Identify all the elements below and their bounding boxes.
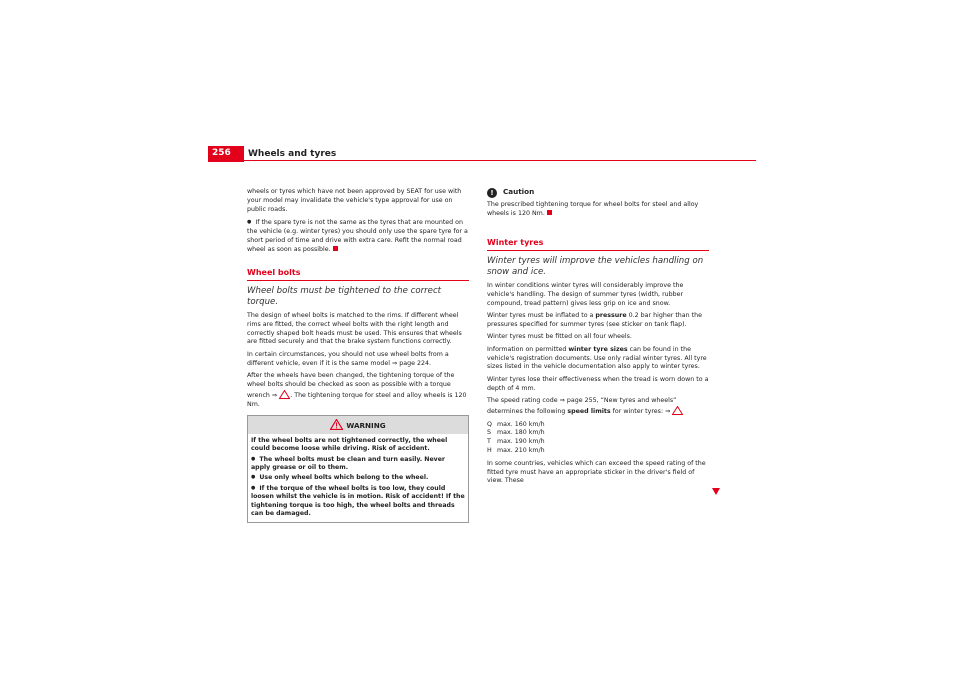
- warning-triangle-icon[interactable]: [672, 406, 683, 415]
- sizes-text-c: can be found in the vehicle's registration documents. Use only radial winter tyres. All tyre sizes listed in the vehicle documentation also apply to winter tyres.: [487, 345, 707, 371]
- wheel-bolts-paragraph-2: In certain circumstances, you should not use wheel bolts from a different vehicle, even if it is the same model ⇒ page 224.: [247, 350, 449, 367]
- speed-limit-list: [487, 421, 709, 457]
- wheel-bolts-paragraph-1: The design of wheel bolts is matched to the rims. If different wheel rims are fitted, the correct wheel bolts with the right length and correctly shaped bolt heads must be used. This ensures that wheels are fitted securely and that the brake system functions correctly.: [247, 311, 462, 346]
- spare-tyre-text: If the spare tyre is not the same as the tyres that are mounted on the vehicle (e.g. winter tyres) you should only use the spare tyre for a short period of time and drive with extra care. Refit the normal road wheel as soon as possible.: [247, 219, 468, 253]
- warning-intro: If the wheel bolts are not tightened correctly, the wheel could become loose while driving. Risk of accident.: [251, 436, 448, 453]
- winter-paragraph-2: [487, 312, 709, 330]
- pressure-text-a: Winter tyres must be inflated to a: [487, 311, 596, 319]
- warning-box: [247, 415, 469, 524]
- section-title-winter-tyres: Winter tyres: [487, 239, 709, 251]
- warning-item: ● If the torque of the wheel bolts is too low, they could loosen whilst the vehicle is in motion. Risk of accident! If the tightening torque is too high, the wheel bolts and threads can be damaged.: [251, 484, 465, 519]
- wheel-bolts-paragraph-3: [247, 372, 469, 410]
- warning-triangle-icon: [330, 419, 343, 430]
- speed-text-c: for winter tyres: ⇒: [610, 408, 671, 416]
- speed-keyword: speed limits: [567, 408, 611, 416]
- warning-header: [248, 416, 468, 434]
- warning-triangle-icon[interactable]: [279, 390, 290, 399]
- left-column: [247, 188, 469, 523]
- section-title-wheel-bolts: Wheel bolts: [247, 269, 469, 281]
- sizes-text-a: Information on permitted: [487, 345, 569, 353]
- caution-header: [487, 188, 709, 198]
- list-item: [487, 438, 709, 447]
- speed-value: max. 180 km/h: [497, 429, 545, 437]
- speed-value: max. 160 km/h: [497, 420, 545, 428]
- chapter-title: Wheels and tyres: [248, 149, 337, 159]
- warning-title: WARNING: [346, 420, 386, 430]
- winter-paragraph-5: Winter tyres lose their effectiveness when the tread is worn down to a depth of 4 mm.: [487, 375, 709, 392]
- pressure-keyword: pressure: [595, 311, 627, 319]
- speed-value: max. 190 km/h: [497, 438, 545, 446]
- list-item: [487, 421, 709, 430]
- speed-code: Q: [487, 420, 492, 428]
- speed-text-a: The speed rating code ⇒ page 255, “New tyres and wheels” determines the following: [487, 397, 677, 416]
- winter-paragraph-3: Winter tyres must be fitted on all four wheels.: [487, 333, 632, 341]
- spare-tyre-bullet: [247, 218, 469, 255]
- caution-text: The prescribed tightening torque for wheel bolts for steel and alloy wheels is 120 Nm.: [487, 201, 699, 217]
- caution-title: Caution: [503, 187, 535, 196]
- warning-item: ● The wheel bolts must be clean and turn easily. Never apply grease or oil to them.: [251, 455, 465, 473]
- header-rule: [208, 160, 756, 161]
- end-of-section-icon: [333, 246, 338, 251]
- page-number: 256: [212, 148, 231, 158]
- winter-paragraph-7: In some countries, vehicles which can exceed the speed rating of the fitted tyre must have an appropriate sticker in the driver's field of view. These: [487, 459, 706, 485]
- speed-code: S: [487, 429, 491, 437]
- list-item: [487, 447, 709, 456]
- torque-text-b: . The tightening torque for steel and alloy wheels is 120 Nm.: [247, 392, 467, 408]
- warning-item: ● Use only wheel bolts which belong to the wheel.: [251, 473, 465, 482]
- speed-code: H: [487, 447, 492, 455]
- winter-paragraph-4: [487, 346, 709, 373]
- sizes-keyword: winter tyre sizes: [568, 345, 628, 353]
- right-column: [487, 188, 709, 490]
- section-subtitle-wheel-bolts: Wheel bolts must be tightened to the correct torque.: [247, 285, 442, 307]
- caution-icon: !: [487, 188, 497, 198]
- next-page-arrow-icon[interactable]: [712, 488, 720, 496]
- end-of-section-icon: [547, 210, 552, 215]
- winter-paragraph-1: In winter conditions winter tyres will considerably improve the vehicle's handling. The design of summer tyres (width, rubber compound, tread pattern) gives less grip on ice and snow.: [487, 281, 684, 307]
- section-subtitle-winter-tyres: Winter tyres will improve the vehicles handling on snow and ice.: [487, 255, 704, 277]
- intro-paragraph: wheels or tyres which have not been approved by SEAT for use with your model may invalidate the vehicle's type approval for use on public roads.: [247, 188, 462, 213]
- list-item: [487, 429, 709, 438]
- speed-value: max. 210 km/h: [497, 447, 545, 455]
- caution-text-paragraph: [487, 201, 709, 219]
- speed-code: T: [487, 438, 491, 446]
- winter-paragraph-6: [487, 397, 709, 417]
- torque-text-a: After the wheels have been changed, the tightening torque of the wheel bolts should be checked as soon as possible with a torque wrench ⇒: [247, 372, 455, 399]
- warning-body: [248, 434, 468, 523]
- pressure-text-c: 0.2 bar higher than the pressures specified for summer tyres (see sticker on tank flap).: [487, 311, 702, 328]
